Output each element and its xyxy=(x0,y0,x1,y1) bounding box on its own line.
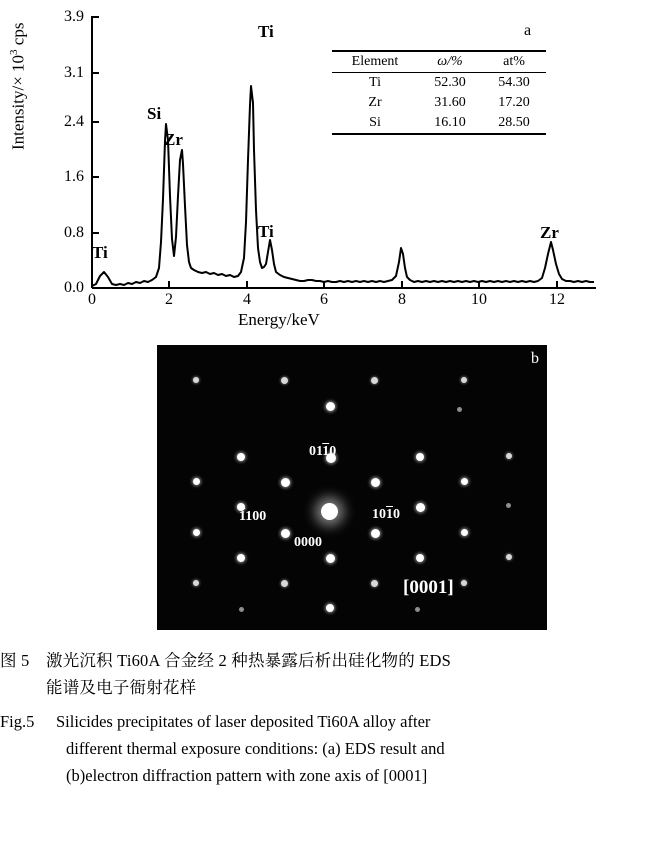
cell-omega: 16.10 xyxy=(434,115,466,130)
caption-en-line-2: different thermal exposure conditions: (a) EDS result and xyxy=(66,739,445,759)
diffraction-spot xyxy=(193,529,200,536)
diffraction-spot xyxy=(461,529,468,536)
diffraction-spot xyxy=(371,478,380,487)
eds-spectrum-panel xyxy=(0,0,656,340)
diffraction-spot xyxy=(461,580,467,586)
y-tick-label-0.8: 0.8 xyxy=(64,224,84,241)
y-tick-label-3.1: 3.1 xyxy=(64,64,84,81)
x-tick-label-0: 0 xyxy=(88,291,96,308)
peak-label-ti-kb: Ti xyxy=(258,222,274,241)
x-tick-label-6: 6 xyxy=(320,291,328,308)
caption-english xyxy=(0,709,656,789)
diffraction-spot xyxy=(193,377,199,383)
cell-at: 28.50 xyxy=(498,115,530,130)
table-row xyxy=(332,113,546,134)
column-header-at: at% xyxy=(503,54,525,69)
panel-a-tag: a xyxy=(524,22,532,39)
table-row xyxy=(332,73,546,94)
caption-cn-label: 图 5 xyxy=(0,651,30,670)
diffraction-spot xyxy=(371,529,380,538)
cell-at: 54.30 xyxy=(498,75,530,90)
x-tick-label-12: 12 xyxy=(549,291,565,308)
x-tick-label-4: 4 xyxy=(243,291,251,308)
column-header-element: Element xyxy=(351,54,399,69)
y-tick-label-0.0: 0.0 xyxy=(64,279,84,296)
diffraction-spot xyxy=(506,554,512,560)
caption-cn-line-2: 能谱及电子衙射花样 xyxy=(46,677,197,697)
diffraction-spot xyxy=(326,554,335,563)
cell-element: Si xyxy=(369,115,381,130)
diffraction-spot xyxy=(416,453,424,461)
cell-element: Zr xyxy=(368,95,382,110)
peak-label-si: Si xyxy=(147,104,162,123)
diffraction-spot xyxy=(457,407,462,412)
column-header-omega: ω/% xyxy=(437,54,463,69)
electron-diffraction-panel xyxy=(157,345,547,630)
diffraction-spot xyxy=(506,453,512,459)
cell-at: 17.20 xyxy=(498,95,530,110)
x-tick-label-2: 2 xyxy=(165,291,173,308)
diffraction-spot xyxy=(506,503,511,508)
cell-omega: 31.60 xyxy=(434,95,466,110)
cell-element: Ti xyxy=(369,75,381,90)
caption-cn-text-1: 激光沉积 Ti60A 合金经 2 种热暴露后析出硅化物的 EDS xyxy=(46,651,452,670)
table-row xyxy=(332,93,546,113)
y-tick-label-3.9: 3.9 xyxy=(64,8,84,25)
zone-axis-label: [0001] xyxy=(403,577,454,598)
diffraction-spot xyxy=(281,377,288,384)
peak-label-zr-k: Zr xyxy=(540,223,559,242)
panel-b-tag: b xyxy=(531,350,539,367)
diffraction-label-1010: 1010 xyxy=(372,507,400,522)
table-header-row xyxy=(332,51,546,73)
caption-en-label: Fig.5 xyxy=(0,712,35,732)
caption-en-line-3: (b)electron diffraction pattern with zone axis of [0001] xyxy=(66,765,428,785)
peak-label-ti-ka: Ti xyxy=(258,22,274,41)
caption-chinese xyxy=(0,648,656,701)
eds-spectrum-chart xyxy=(0,0,656,340)
diffraction-spot xyxy=(281,478,290,487)
x-tick-label-8: 8 xyxy=(398,291,406,308)
eds-composition-table xyxy=(332,50,546,135)
diffraction-spot-center xyxy=(321,503,338,520)
diffraction-label-0000: 0000 xyxy=(294,535,322,550)
diffraction-spot xyxy=(461,478,468,485)
caption-cn-line-1 xyxy=(0,648,656,675)
y-tick-label-2.4: 2.4 xyxy=(64,113,84,130)
diffraction-label-0110: 0110 xyxy=(309,444,337,459)
diffraction-spot xyxy=(193,478,200,485)
diffraction-spot xyxy=(416,554,424,562)
figure-captions xyxy=(0,648,656,798)
peak-label-zr-l: Zr xyxy=(164,130,183,149)
diffraction-spot xyxy=(461,377,467,383)
diffraction-spot xyxy=(371,580,378,587)
diffraction-spot xyxy=(281,529,290,538)
peak-label-ti-ka-low: Ti xyxy=(92,243,108,262)
cell-omega: 52.30 xyxy=(434,75,466,90)
diffraction-spot xyxy=(326,402,335,411)
diffraction-spot xyxy=(237,453,245,461)
x-axis-title: Energy/keV xyxy=(238,310,320,329)
y-tick-label-1.6: 1.6 xyxy=(64,168,84,185)
diffraction-spot xyxy=(371,377,378,384)
diffraction-spot xyxy=(193,580,199,586)
y-axis-title: Intensity/× $10^3$ cps xyxy=(8,22,28,150)
diffraction-spot xyxy=(281,580,288,587)
diffraction-label-1100: 1100 xyxy=(239,509,267,524)
x-tick-label-10: 10 xyxy=(471,291,487,308)
diffraction-spot xyxy=(239,607,244,612)
caption-en-text-1: Silicides precipitates of laser deposited Ti60A alloy after xyxy=(56,712,431,732)
diffraction-spot xyxy=(326,604,334,612)
caption-en-line-1 xyxy=(0,709,656,736)
diffraction-spot xyxy=(416,503,425,512)
diffraction-spot xyxy=(415,607,420,612)
diffraction-spot xyxy=(237,554,245,562)
